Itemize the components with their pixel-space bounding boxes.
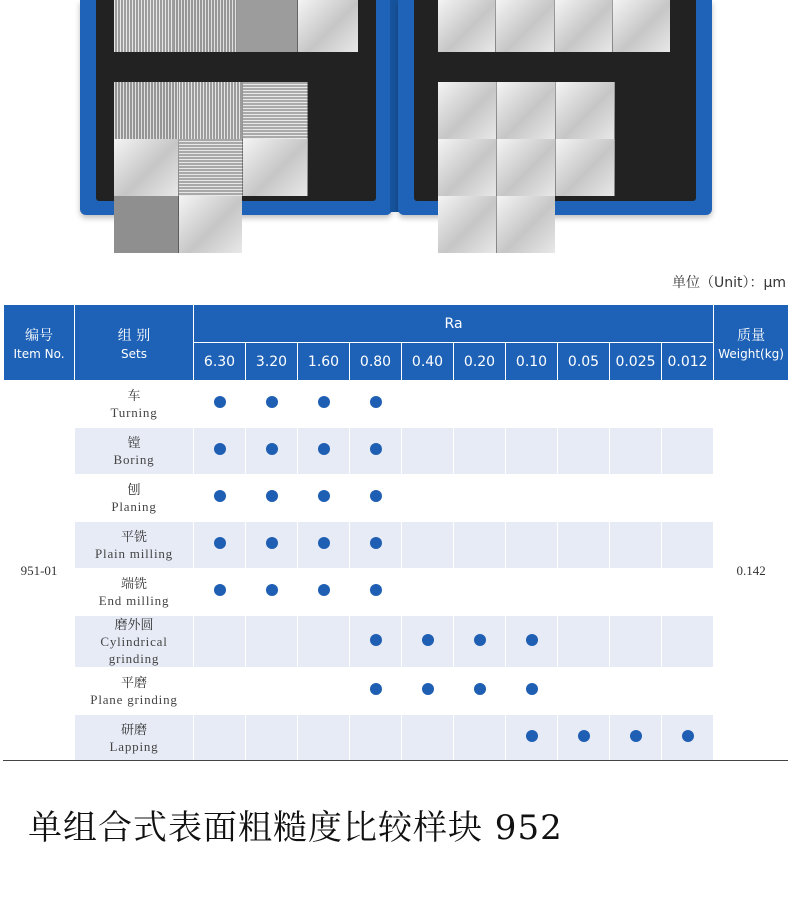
set-name-en: Boring — [113, 452, 155, 467]
header-weight-en: Weight(kg) — [718, 346, 784, 361]
specimen-block — [114, 139, 179, 196]
ra-cell — [454, 428, 506, 475]
header-weight — [714, 305, 789, 381]
ra-cell — [402, 668, 454, 715]
included-dot — [526, 634, 538, 646]
specimen-row — [438, 0, 670, 52]
set-name-cn: 镗 — [127, 435, 141, 450]
ra-cell — [610, 668, 662, 715]
included-dot — [214, 396, 226, 408]
ra-cell — [402, 428, 454, 475]
included-dot — [370, 634, 382, 646]
header-sets — [75, 305, 194, 381]
set-name-en: End milling — [98, 593, 170, 608]
set-name-cn: 平磨 — [120, 675, 147, 690]
set-name-cell — [75, 715, 194, 762]
header-item-no-cn: 编号 — [25, 327, 53, 344]
table-body — [4, 381, 789, 762]
table-row — [4, 428, 789, 475]
ra-value-header: 0.80 — [350, 343, 402, 381]
specimen-block — [114, 196, 179, 253]
included-dot — [370, 537, 382, 549]
ra-cell — [506, 616, 558, 668]
ra-cell — [194, 616, 246, 668]
set-name-en: Planing — [111, 499, 157, 514]
ra-cell — [610, 475, 662, 522]
specimen-block — [438, 0, 496, 52]
included-dot — [474, 683, 486, 695]
set-name-cell — [75, 475, 194, 522]
ra-cell — [610, 428, 662, 475]
ra-cell — [610, 715, 662, 762]
included-dot — [214, 490, 226, 502]
ra-cell — [194, 428, 246, 475]
ra-cell — [350, 668, 402, 715]
ra-cell — [402, 381, 454, 428]
set-name-en: Cylindrical grinding — [100, 634, 168, 666]
set-name-cn: 刨 — [127, 482, 141, 497]
included-dot — [266, 396, 278, 408]
ra-value-header: 0.05 — [558, 343, 610, 381]
case-tray — [414, 0, 696, 201]
ra-cell — [298, 428, 350, 475]
ra-cell — [558, 522, 610, 569]
ra-cell — [402, 715, 454, 762]
table-row — [4, 569, 789, 616]
ra-value-header: 0.10 — [506, 343, 558, 381]
ra-cell — [350, 428, 402, 475]
specimen-block — [175, 0, 236, 52]
included-dot — [318, 537, 330, 549]
ra-cell — [454, 715, 506, 762]
ra-cell — [610, 616, 662, 668]
included-dot — [266, 584, 278, 596]
included-dot — [370, 396, 382, 408]
ra-cell — [298, 668, 350, 715]
ra-value-header: 0.20 — [454, 343, 506, 381]
included-dot — [266, 490, 278, 502]
specimen-case-right — [398, 0, 712, 215]
table-row — [4, 381, 789, 428]
set-name-cell — [75, 668, 194, 715]
specimen-block — [438, 139, 497, 196]
ra-cell — [194, 381, 246, 428]
included-dot — [318, 443, 330, 455]
set-name-cell — [75, 616, 194, 668]
spec-table — [3, 304, 789, 762]
specimen-block — [243, 82, 308, 139]
included-dot — [214, 537, 226, 549]
ra-cell — [298, 715, 350, 762]
specimen-row — [114, 0, 358, 52]
weight-cell: 0.142 — [714, 381, 789, 762]
ra-cell — [662, 616, 714, 668]
ra-cell — [610, 522, 662, 569]
ra-cell — [402, 522, 454, 569]
ra-cell — [246, 715, 298, 762]
ra-value-header: 3.20 — [246, 343, 298, 381]
included-dot — [630, 730, 642, 742]
header-item-no — [4, 305, 75, 381]
included-dot — [318, 584, 330, 596]
ra-cell — [194, 522, 246, 569]
specimen-block — [114, 82, 179, 139]
ra-cell — [298, 616, 350, 668]
ra-cell — [506, 668, 558, 715]
table-row — [4, 715, 789, 762]
table-row — [4, 668, 789, 715]
ra-cell — [350, 569, 402, 616]
ra-cell — [610, 381, 662, 428]
ra-cell — [194, 569, 246, 616]
set-name-cell — [75, 428, 194, 475]
header-item-no-en: Item No. — [13, 346, 65, 361]
specimen-block — [438, 82, 497, 139]
set-name-cell — [75, 522, 194, 569]
table-row — [4, 616, 789, 668]
ra-value-header: 0.012 — [662, 343, 714, 381]
specimen-grid — [114, 82, 368, 196]
included-dot — [422, 634, 434, 646]
included-dot — [526, 730, 538, 742]
specimen-block — [613, 0, 670, 52]
included-dot — [318, 396, 330, 408]
item-no-cell: 951-01 — [4, 381, 75, 762]
included-dot — [370, 683, 382, 695]
included-dot — [214, 584, 226, 596]
set-name-en: Lapping — [109, 739, 159, 754]
ra-cell — [558, 616, 610, 668]
ra-cell — [350, 381, 402, 428]
specimen-block — [556, 82, 615, 139]
ra-value-header: 6.30 — [194, 343, 246, 381]
ra-cell — [506, 522, 558, 569]
ra-cell — [662, 522, 714, 569]
specimen-block — [179, 139, 244, 196]
ra-cell — [454, 668, 506, 715]
ra-cell — [506, 569, 558, 616]
ra-cell — [662, 381, 714, 428]
set-name-cn: 研磨 — [120, 722, 147, 737]
ra-value-header: 1.60 — [298, 343, 350, 381]
included-dot — [214, 443, 226, 455]
header-sets-cn: 组 别 — [117, 327, 151, 344]
set-name-cn: 端铣 — [120, 576, 147, 591]
ra-cell — [506, 715, 558, 762]
ra-cell — [454, 616, 506, 668]
case-tray — [96, 0, 376, 201]
included-dot — [422, 683, 434, 695]
set-name-en: Plane grinding — [90, 692, 178, 707]
set-name-cell — [75, 381, 194, 428]
ra-cell — [194, 668, 246, 715]
ra-cell — [194, 475, 246, 522]
ra-cell — [350, 616, 402, 668]
ra-cell — [610, 569, 662, 616]
specimen-block — [114, 0, 175, 52]
specimen-block — [179, 82, 244, 139]
set-name-cn: 平铣 — [120, 529, 147, 544]
header-sets-en: Sets — [121, 346, 147, 361]
ra-cell — [298, 569, 350, 616]
table-row — [4, 522, 789, 569]
included-dot — [370, 443, 382, 455]
ra-cell — [558, 475, 610, 522]
set-name-cell — [75, 569, 194, 616]
ra-cell — [454, 522, 506, 569]
ra-cell — [558, 715, 610, 762]
specimen-block — [496, 0, 554, 52]
ra-cell — [194, 715, 246, 762]
page-title: 单组合式表面粗糙度比较样块 952 — [28, 808, 563, 848]
unit-note: 单位（Unit）：μm — [671, 275, 786, 291]
ra-cell — [506, 381, 558, 428]
specimen-grid — [438, 82, 670, 196]
ra-cell — [298, 381, 350, 428]
ra-cell — [662, 668, 714, 715]
ra-cell — [298, 522, 350, 569]
ra-cell — [558, 569, 610, 616]
set-name-cn: 磨外圆 — [114, 617, 154, 632]
ra-cell — [558, 381, 610, 428]
table-row — [4, 475, 789, 522]
ra-cell — [246, 569, 298, 616]
specimen-block — [237, 0, 298, 52]
ra-cell — [506, 428, 558, 475]
ra-cell — [350, 522, 402, 569]
ra-cell — [454, 569, 506, 616]
ra-cell — [246, 616, 298, 668]
set-name-en: Plain milling — [95, 546, 173, 561]
specimen-block — [497, 139, 556, 196]
included-dot — [578, 730, 590, 742]
specimen-block — [555, 0, 613, 52]
specimen-block — [179, 196, 243, 253]
specimen-block — [497, 196, 555, 253]
ra-cell — [402, 616, 454, 668]
ra-value-header: 0.40 — [402, 343, 454, 381]
included-dot — [266, 537, 278, 549]
ra-cell — [506, 475, 558, 522]
ra-cell — [662, 569, 714, 616]
ra-cell — [298, 475, 350, 522]
included-dot — [370, 490, 382, 502]
product-photo — [0, 0, 790, 240]
ra-cell — [246, 668, 298, 715]
header-weight-cn: 质量 — [737, 327, 766, 344]
ra-cell — [558, 428, 610, 475]
ra-cell — [246, 522, 298, 569]
ra-cell — [350, 715, 402, 762]
included-dot — [266, 443, 278, 455]
ra-cell — [454, 475, 506, 522]
included-dot — [318, 490, 330, 502]
ra-cell — [454, 381, 506, 428]
specimen-block — [243, 139, 308, 196]
ra-cell — [246, 475, 298, 522]
ra-cell — [662, 475, 714, 522]
ra-value-header: 0.025 — [610, 343, 662, 381]
specimen-block — [438, 196, 497, 253]
header-ra: Ra — [194, 305, 714, 343]
specimen-block — [556, 139, 615, 196]
ra-cell — [558, 668, 610, 715]
ra-cell — [246, 381, 298, 428]
specimen-block — [497, 82, 556, 139]
included-dot — [370, 584, 382, 596]
set-name-en: Turning — [110, 405, 158, 420]
included-dot — [526, 683, 538, 695]
ra-cell — [350, 475, 402, 522]
specimen-case-left — [80, 0, 392, 215]
table-bottom-rule — [3, 760, 788, 761]
set-name-cn: 车 — [127, 388, 141, 403]
ra-cell — [402, 569, 454, 616]
included-dot — [682, 730, 694, 742]
ra-cell — [662, 715, 714, 762]
ra-cell — [402, 475, 454, 522]
ra-cell — [246, 428, 298, 475]
ra-cell — [662, 428, 714, 475]
included-dot — [474, 634, 486, 646]
specimen-block — [298, 0, 358, 52]
